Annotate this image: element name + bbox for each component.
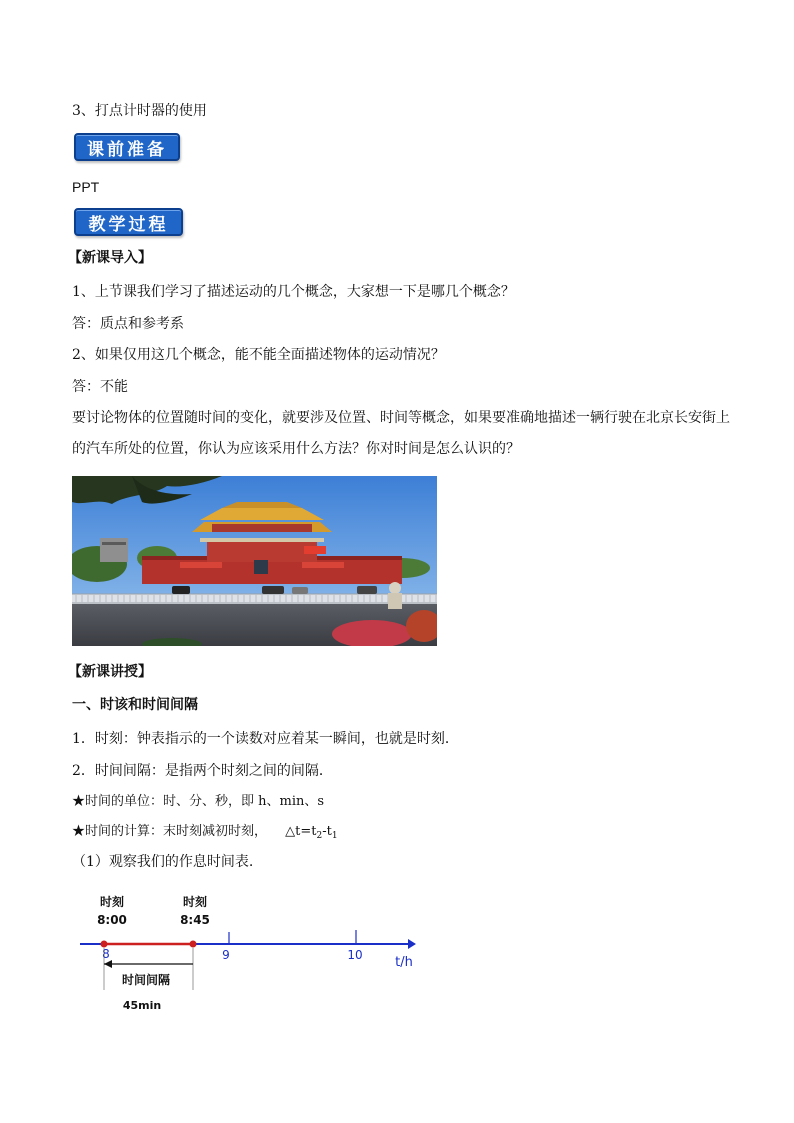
axis-unit-label: t/h <box>395 955 413 970</box>
import-paragraph: 要讨论物体的位置随时间的变化，就要涉及位置、时间等概念，如果要准确地描述一辆行驶在北京长安街上的汽车所处的位置，你认为应该采用什么方法？你对时间是怎么认识的？ <box>72 410 730 457</box>
import-question-2: 2、如果仅用这几个概念，能不能全面描述物体的运动情况？ <box>72 347 445 363</box>
moment-label-1: 时刻 <box>99 895 125 909</box>
tiananmen-photo <box>72 476 437 646</box>
process-badge: 教学过程 <box>74 208 183 236</box>
tick-label-10: 10 <box>347 948 363 962</box>
time-units: ★时间的单位：时、分、秒，即 h、min、s <box>72 794 325 809</box>
time-calculation <box>72 822 338 846</box>
calc-formula: $\triangle t=t_2-t_1$ <box>285 824 338 841</box>
lecture-section-title: 【新课讲授】 <box>68 664 152 680</box>
moment-label-2: 时刻 <box>182 895 208 909</box>
lecture-heading: 一、时该和时间间隔 <box>72 697 198 713</box>
calc-prefix: ★时间的计算：末时刻减初时刻， <box>72 824 268 839</box>
timeline-diagram <box>72 888 432 1018</box>
observe-schedule: （1）观察我们的作息时间表. <box>72 854 254 870</box>
intro-item: 3、打点计时器的使用 <box>72 103 207 119</box>
end-point <box>190 941 197 948</box>
prep-text: PPT <box>72 179 100 195</box>
time-start-label: 8:00 <box>97 913 127 927</box>
import-question-1: 1、上节课我们学习了描述运动的几个概念，大家想一下是哪几个概念？ <box>72 284 515 300</box>
definition-interval: 2．时间间隔：是指两个时刻之间的间隔． <box>72 763 333 779</box>
import-answer-1: 答：质点和参考系 <box>72 316 184 332</box>
import-section-title: 【新课导入】 <box>68 250 152 266</box>
axis-arrow-icon <box>408 939 416 949</box>
tick-label-9: 9 <box>222 948 230 962</box>
tick-label-8: 8 <box>102 947 110 961</box>
duration-label: 45min <box>122 999 162 1012</box>
time-end-label: 8:45 <box>180 913 210 927</box>
prep-badge: 课前准备 <box>74 133 180 161</box>
definition-moment: 1．时刻：钟表指示的一个读数对应着某一瞬间，也就是时刻． <box>72 731 459 747</box>
interval-label: 时间间隔 <box>121 973 171 987</box>
interval-arrowhead-icon <box>104 960 112 968</box>
import-answer-2: 答：不能 <box>72 379 128 395</box>
